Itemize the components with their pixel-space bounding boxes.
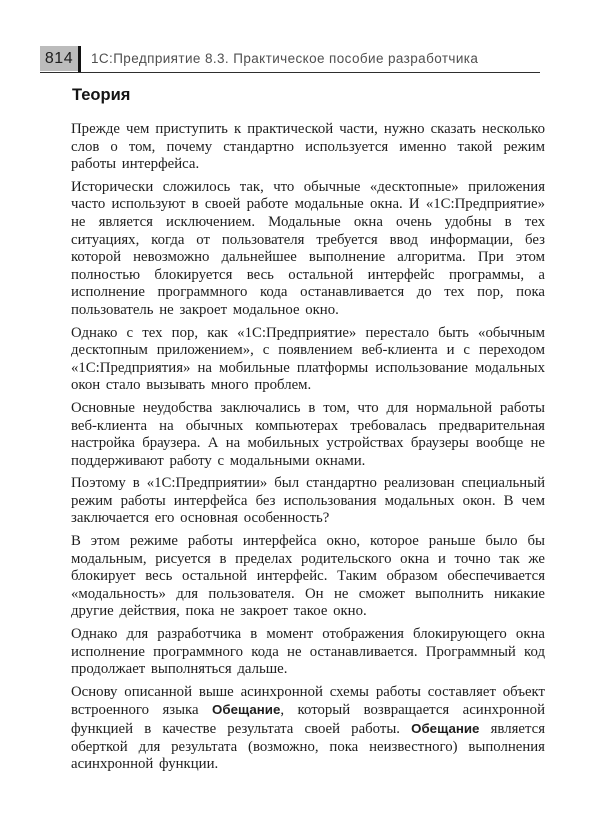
paragraph bbox=[71, 626, 545, 679]
text-run: Однако для разработчика в момент отображения блокирующего окна исполнение программного кода не останавливается. Программный код продолжает выполняться дальше. bbox=[71, 626, 545, 678]
paragraph bbox=[71, 179, 545, 320]
page-header bbox=[40, 46, 478, 71]
paragraph bbox=[71, 325, 545, 395]
running-head-title: 1С:Предприятие 8.3. Практическое пособие разработчика bbox=[91, 51, 479, 66]
text-run: Однако с тех пор, как «1С:Предприятие» перестало быть «обычным десктопным приложением», с появлением веб-клиента и с переходом «1С:Предприятия» на мобильные платформы использование модальных окон стало вызывать много проблем. bbox=[71, 324, 545, 394]
paragraph bbox=[71, 400, 545, 470]
paragraph bbox=[71, 121, 545, 174]
text-run: Основу описанной выше асинхронной схемы работы составляет объект встроенного языка bbox=[71, 683, 545, 719]
page-number: 814 bbox=[44, 49, 74, 67]
term: Обещание bbox=[212, 702, 281, 718]
term: Обещание bbox=[411, 721, 480, 736]
text-run: Исторически сложилось так, что обычные «десктопные» приложения часто используют в своей работе модальные окна. И «1С:Предприятие» не является исключением. Модальные окна очень удобны в тех ситуациях, когда от пользователя требуется ввод информации, без которой невозможно дальнейшее выполнение алгоритма. При этом полностью блокируется весь остальной интерфейс программы, а исполнение программного кода останавливается до тех пор, пока пользователь не закроет модальное окно. bbox=[71, 178, 545, 318]
paragraph bbox=[71, 533, 545, 621]
text-run: Прежде чем приступить к практической части, нужно сказать несколько слов о том, почему стандартно используется именно такой режим работы интерфейса. bbox=[71, 121, 545, 173]
text-run: Поэтому в «1С:Предприятии» был стандартно реализован специальный режим работы интерфейса без использования модальных окон. В чем заключается его основная особенность? bbox=[71, 475, 545, 527]
body-text bbox=[71, 121, 545, 774]
paragraph bbox=[71, 475, 545, 528]
text-run: , который возвращается асинхронной функцией в качестве результата своей работы. bbox=[71, 702, 545, 737]
text-run: В этом режиме работы интерфейса окно, которое раньше было бы модальным, рисуется в пределах родительского окна и точно так же блокирует весь остальной интерфейс. Таким образом обеспечивается «модальность» для пользователя. Он не сможет выполнить никакие другие действия, пока не закроет такое окно. bbox=[71, 533, 545, 620]
paragraph bbox=[71, 684, 545, 774]
text-run: является оберткой для результата (возможно, пока неизвестного) выполнения асинхронной функции. bbox=[71, 721, 545, 773]
page-content bbox=[71, 86, 545, 779]
text-run: Основные неудобства заключались в том, что для нормальной работы веб-клиента на обычных компьютерах требовалась предварительная настройка браузера. А на мобильных устройствах браузеры вообще не поддерживают работу с модальными окнами. bbox=[71, 399, 545, 469]
header-rule bbox=[40, 72, 540, 73]
section-heading: Теория bbox=[72, 86, 131, 104]
page-number-badge bbox=[40, 46, 78, 71]
